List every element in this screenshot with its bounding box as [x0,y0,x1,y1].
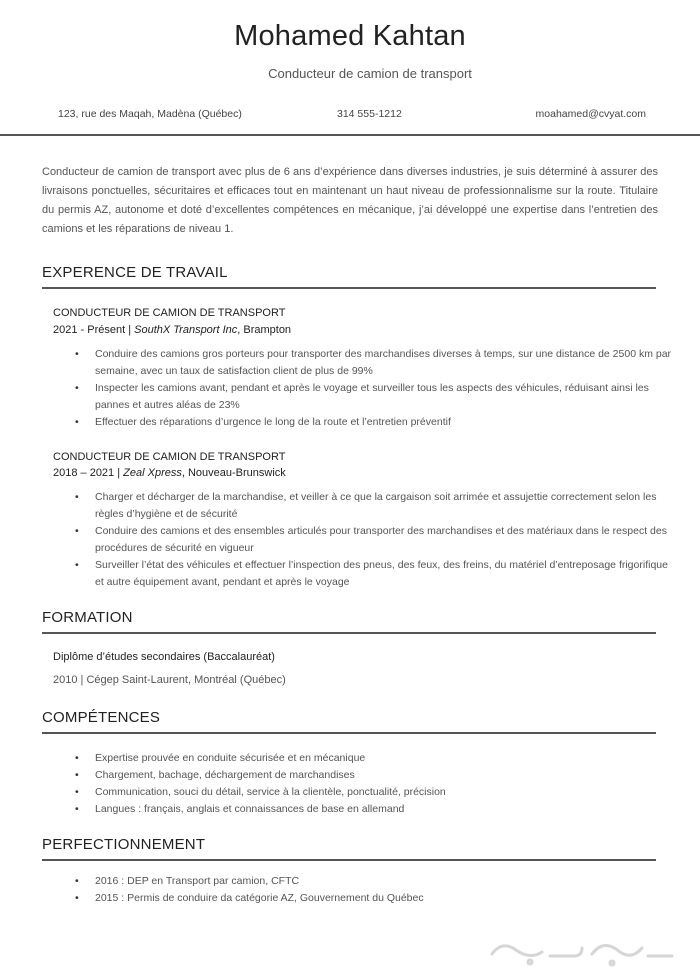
list-item: • Conduire des camions gros porteurs pour transporter des marchandises diverses à temps, sur une distance de 2500 km par semaine, avec un taux de satisfaction client de plus de 99% [75,346,675,380]
list-item: • Inspecter les camions avant, pendant et après le voyage et surveiller tous les aspects des véhicules, réduisant ainsi les pannes et autres aléas de 23% [75,380,675,414]
list-item: • Langues : français, anglais et connaissances de base en allemand [75,801,675,818]
contact-address: 123, rue des Maqah, Madèna (Québec) [58,108,242,120]
job-title: CONDUCTEUR DE CAMION DE TRANSPORT [53,451,286,463]
job-period-company [53,324,291,336]
list-item: • Charger et décharger de la marchandise, et veiller à ce que la cargaison soit arrimée et assujettie correctement selon les règles d’hygiène et de sécurité [75,489,675,523]
profile-summary: Conducteur de camion de transport avec plus de 6 ans d’expérience dans diverses industries, je suis déterminé à assurer des livraisons ponctuelles, sécuritaires et efficaces tout en maintenant un haut niveau de professionnalisme sur la route. Titulaire du permis AZ, autonome et doté d’excellentes compétences en mécanique, j’ai développé une expertise dans l’entretien des camions et les réparations de niveau 1. [42,166,658,235]
job-title: CONDUCTEUR DE CAMION DE TRANSPORT [53,307,286,319]
skills-list [75,750,675,818]
job-duties-list [75,346,675,431]
section-title-education: FORMATION [42,609,133,626]
header-divider [0,134,700,136]
section-title-training: PERFECTIONNEMENT [42,836,206,853]
section-divider-education [42,632,656,634]
job-company: SouthX Transport Inc [134,324,238,336]
resume-subtitle: Conducteur de camion de transport [268,66,472,81]
job-period: 2018 – 2021 | [53,467,124,479]
list-item: • Expertise prouvée en conduite sécurisée et en mécanique [75,750,675,767]
section-title-skills: COMPÉTENCES [42,709,161,726]
watermark-logo [482,930,682,968]
job-company: Zeal Xpress [123,467,182,479]
list-item: • Communication, souci du détail, service à la clientèle, ponctualité, précision [75,784,675,801]
job-period-company [53,467,286,479]
education-detail: 2010 | Cégep Saint-Laurent, Montréal (Québec) [53,674,286,686]
job-location: , Brampton [237,324,292,336]
training-list [75,873,675,907]
section-divider-training [42,859,656,861]
list-item: • Chargement, bachage, déchargement de marchandises [75,767,675,784]
job-duties-list [75,489,675,591]
section-divider-skills [42,732,656,734]
contact-phone: 314 555-1212 [337,108,402,120]
resume-name: Mohamed Kahtan [234,20,466,52]
list-item: • Effectuer des réparations d’urgence le long de la route et l’entretien préventif [75,414,675,431]
education-degree: Diplôme d’études secondaires (Baccalauréat) [53,651,275,663]
contact-email: moahamed@cvyat.com [535,108,646,120]
list-item: • 2015 : Permis de conduire da catégorie AZ, Gouvernement du Québec [75,890,675,907]
list-item: • Surveiller l’état des véhicules et effectuer l’inspection des pneus, des feux, des freins, du matériel d’entreposage frigorifique et autre équipement avant, pendant et après le voyage [75,557,675,591]
list-item: • 2016 : DEP en Transport par camion, CFTC [75,873,675,890]
job-location: , Nouveau-Brunswick [181,467,286,479]
section-divider-experience [42,287,656,289]
job-period: 2021 - Présent | [53,324,135,336]
section-title-experience: EXPERENCE DE TRAVAIL [42,264,228,281]
list-item: • Conduire des camions et des ensembles articulés pour transporter des marchandises et des matériaux dans le respect des procédures de sécurité en vigueur [75,523,675,557]
